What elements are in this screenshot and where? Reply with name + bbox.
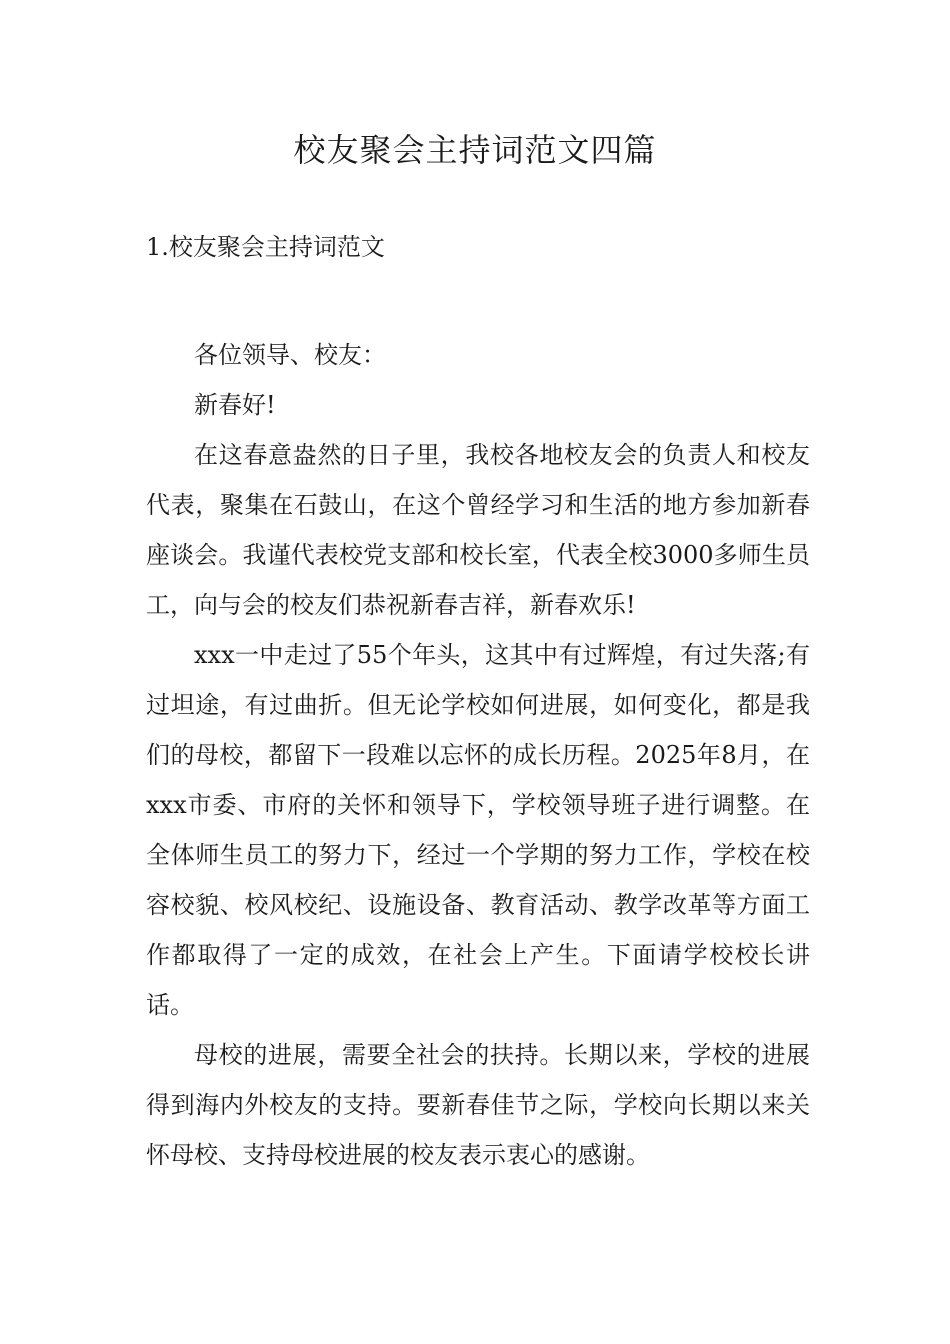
document-title: 校友聚会主持词范文四篇 <box>293 131 657 169</box>
body-paragraph: 母校的进展，需要全社会的扶持。长期以来，学校的进展得到海内外校友的支持。要新春佳节之际，学校向长期以来关怀母校、支持母校进展的校友表示衷心的感谢。 <box>146 1041 810 1169</box>
document-body <box>146 330 810 1180</box>
body-paragraph: 在这春意盎然的日子里，我校各地校友会的负责人和校友代表，聚集在石鼓山，在这个曾经学习和生活的地方参加新春座谈会。我谨代表校党支部和校长室，代表全校3000多师生员工，向与会的校友们恭祝新春吉祥，新春欢乐! <box>146 441 810 619</box>
section-heading: 1.校友聚会主持词范文 <box>146 233 385 261</box>
body-paragraph: xxx一中走过了55个年头，这其中有过辉煌，有过失落;有过坦途，有过曲折。但无论学校如何进展，如何变化，都是我们的母校，都留下一段难以忘怀的成长历程。2025年8月，在xxx市委、市府的关怀和领导下，学校领导班子进行调整。在全体师生员工的努力下，经过一个学期的努力工作，学校在校容校貌、校风校纪、设施设备、教育活动、教学改革等方面工作都取得了一定的成效，在社会上产生。下面请学校校长讲话。 <box>146 641 810 1019</box>
salutation-paragraph: 各位领导、校友： <box>194 341 386 369</box>
greeting-paragraph: 新春好! <box>194 391 276 419</box>
